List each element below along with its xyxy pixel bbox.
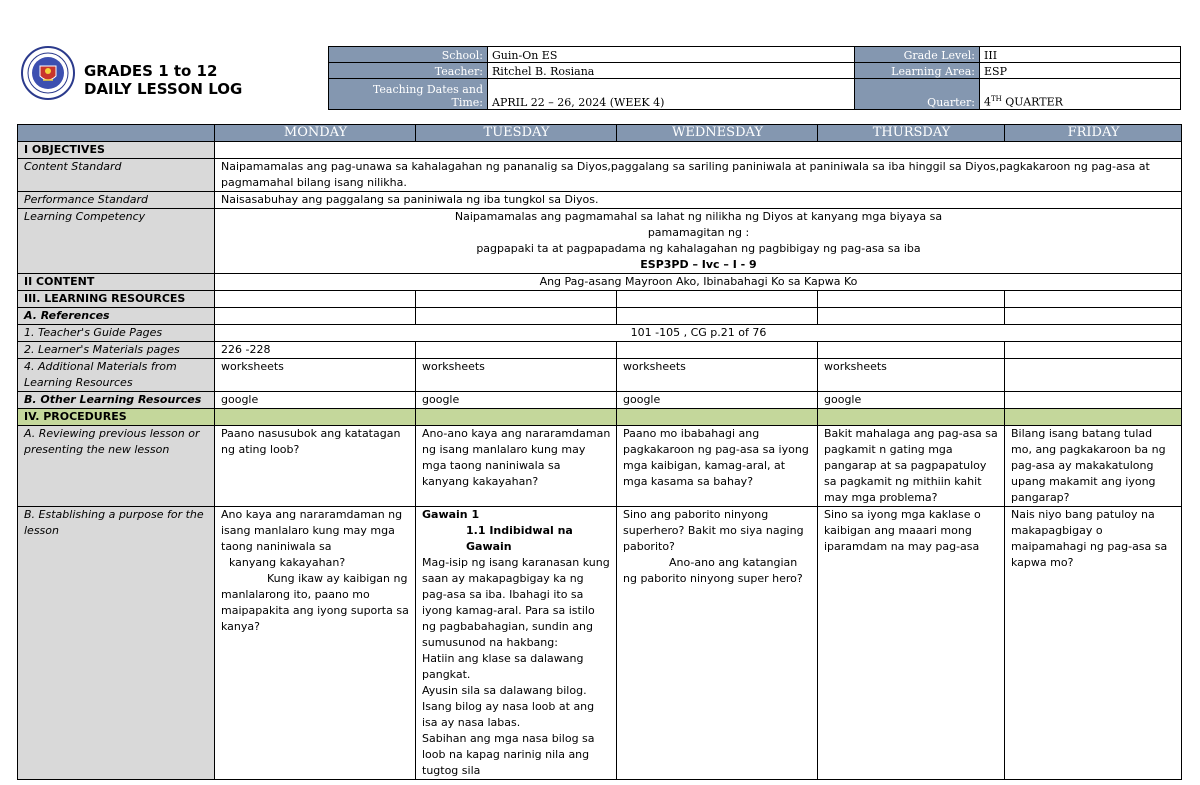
procedure-a-monday: Paano nasusubok ang katatagan ng ating loob? [215,426,416,507]
content-standard-label: Content Standard [18,159,215,192]
competency-line-2: pamamagitan ng : [647,226,750,239]
learning-resources-row [18,291,1182,308]
b-monday-line-1: Ano kaya ang nararamdaman ng isang manlalaro kung may mga taong naniniwala sa [221,508,403,553]
cell-blank [416,291,617,308]
learners-materials-value: 226 -228 [215,342,416,359]
competency-code: ESP3PD – Ivc – I - 9 [640,258,757,271]
content-heading: II CONTENT [18,274,215,291]
content-standard-text: Naipamamalas ang pag-unawa sa kahalagahan ng pananalig sa Diyos,paggalang sa sariling paniniwala at paniniwala sa iba hinggil sa Diyos,pagkakaroon ng pag-asa at pagmamahal bilang isang nilikha. [215,159,1182,192]
other-wednesday: google [617,392,818,409]
teachers-guide-value: 101 -105 , CG p.21 of 76 [215,325,1182,342]
procedure-b-monday [215,507,416,780]
cell-blank [416,409,617,426]
competency-line-3: pagpapaki ta at pagpapadama ng kahalagahan ng pagbibigay ng pag-asa sa iba [476,242,921,255]
other-resources-label: B. Other Learning Resources [18,392,215,409]
b-tuesday-paragraph-3: Ayusin sila sa dalawang bilog. Isang bilog ay nasa loob at ang isa ay nasa labas. [422,684,595,729]
cell-blank [818,308,1005,325]
references-heading: A. References [18,308,215,325]
competency-line-1: Naipamamalas ang pagmamahal sa lahat ng nilikha ng Diyos at kanyang mga biyaya sa [454,210,943,223]
performance-standard-row [18,192,1182,209]
objectives-heading: I OBJECTIVES [18,142,215,159]
grade-level-label: Grade Level: [855,47,980,63]
cell-blank [1005,409,1182,426]
additional-thursday: worksheets [818,359,1005,392]
learning-area-value: ESP [980,63,1181,79]
lesson-log-table [17,124,1182,780]
additional-monday: worksheets [215,359,416,392]
teacher-value: Ritchel B. Rosiana [488,63,855,79]
cell-blank [617,291,818,308]
procedure-b-thursday: Sino sa iyong mga kaklase o kaibigan ang maaari mong iparamdam na may pag-asa [818,507,1005,780]
learning-competency-row [18,209,1182,274]
other-resources-row [18,392,1182,409]
cell-blank [1005,342,1182,359]
b-wednesday-line-1: Sino ang paborito ninyong superhero? Bakit mo siya naging paborito? [623,508,804,553]
teaching-dates-value: APRIL 22 – 26, 2024 (WEEK 4) [488,79,855,110]
cell-blank [416,342,617,359]
b-tuesday-paragraph-1: Mag-isip ng isang karanasan kung saan ay makapagbigay ka ng pag-asa sa iba. Ibahagi ito sa iyong kamag-aral. Para sa istilo ng pagbabahagian, sundin ang sumusunod na hakbang: [422,556,610,649]
procedure-a-tuesday: Ano-ano kaya ang nararamdaman ng isang manlalaro kung may mga taong naniniwala sa kanyang kakayahan? [416,426,617,507]
quarter-value [980,79,1181,110]
procedure-b-row [18,507,1182,780]
other-thursday: google [818,392,1005,409]
grade-level-value: III [980,47,1181,63]
learning-competency-label: Learning Competency [18,209,215,274]
procedure-a-label: A. Reviewing previous lesson or presenting the new lesson [18,426,215,507]
objectives-blank [215,142,1182,159]
teachers-guide-row [18,325,1182,342]
procedures-row [18,409,1182,426]
cell-blank [1005,308,1182,325]
objectives-row [18,142,1182,159]
procedure-b-wednesday [617,507,818,780]
day-monday: MONDAY [215,125,416,142]
teaching-dates-label-line1: Teaching Dates and [372,83,483,96]
procedures-heading: IV. PROCEDURES [18,409,215,426]
performance-standard-label: Performance Standard [18,192,215,209]
teacher-label: Teacher: [329,63,488,79]
day-friday: FRIDAY [1005,125,1182,142]
additional-tuesday: worksheets [416,359,617,392]
learners-materials-row [18,342,1182,359]
cell-blank [818,342,1005,359]
learning-resources-heading: III. LEARNING RESOURCES [18,291,215,308]
b-tuesday-title: Gawain 1 [422,508,480,521]
cell-blank [617,409,818,426]
title-line-2: DAILY LESSON LOG [84,80,243,98]
day-thursday: THURSDAY [818,125,1005,142]
other-monday: google [215,392,416,409]
teachers-guide-label: 1. Teacher's Guide Pages [18,325,215,342]
procedure-b-tuesday [416,507,617,780]
references-row [18,308,1182,325]
cell-blank [416,308,617,325]
b-tuesday-paragraph-2: Hatiin ang klase sa dalawang pangkat. [422,652,584,681]
additional-friday [1005,359,1182,392]
performance-standard-text: Naisasabuhay ang paggalang sa paniniwala ng iba tungkol sa Diyos. [215,192,1182,209]
quarter-number: 4 [984,96,991,109]
other-tuesday: google [416,392,617,409]
cell-blank [215,291,416,308]
quarter-suffix: TH [991,95,1002,104]
day-header-blank [18,125,215,142]
cell-blank [215,409,416,426]
b-tuesday-subtitle: 1.1 Indibidwal na Gawain [466,524,573,553]
b-monday-line-2: kanyang kakayahan? [229,556,346,569]
quarter-word: QUARTER [1005,96,1063,109]
procedure-a-wednesday: Paano mo ibabahagi ang pagkakaroon ng pag-asa sa iyong mga kaibigan, kamag-aral, at mga kasama sa bahay? [617,426,818,507]
cell-blank [617,342,818,359]
additional-materials-row [18,359,1182,392]
other-friday [1005,392,1182,409]
content-standard-row [18,159,1182,192]
learning-area-label: Learning Area: [855,63,980,79]
content-text: Ang Pag-asang Mayroon Ako, Ibinabahagi Ko sa Kapwa Ko [215,274,1182,291]
day-wednesday: WEDNESDAY [617,125,818,142]
teaching-dates-label [329,79,488,110]
cell-blank [617,308,818,325]
b-wednesday-line-2: Ano-ano ang katangian ng paborito ninyong super hero? [623,556,803,585]
deped-seal-logo [21,46,75,100]
procedure-a-thursday: Bakit mahalaga ang pag-asa sa pagkamit n gating mga pangarap at sa pagpapatuloy sa pagkamit ng mithiin kahit may mga problema? [818,426,1005,507]
procedure-a-row [18,426,1182,507]
learners-materials-label: 2. Learner's Materials pages [18,342,215,359]
school-label: School: [329,47,488,63]
learning-competency-text [215,209,1182,274]
school-value: Guin-On ES [488,47,855,63]
procedure-b-friday: Nais niyo bang patuloy na makapagbigay o maipamahagi ng pag-asa sa kapwa mo? [1005,507,1182,780]
b-tuesday-paragraph-4: Sabihan ang mga nasa bilog sa loob na kapag narinig nila ang tugtog sila [422,732,595,777]
cell-blank [818,291,1005,308]
cell-blank [215,308,416,325]
content-row [18,274,1182,291]
teaching-dates-label-line2: Time: [451,96,483,109]
cell-blank [1005,291,1182,308]
quarter-label: Quarter: [855,79,980,110]
day-header-row [18,125,1182,142]
document-title [84,62,242,98]
procedure-b-label: B. Establishing a purpose for the lesson [18,507,215,780]
additional-materials-label: 4. Additional Materials from Learning Resources [18,359,215,392]
header-info-table [328,46,1181,110]
procedure-a-friday: Bilang isang batang tulad mo, ang pagkakaroon ba ng pag-asa ay makakatulong upang makamit ang iyong pangarap? [1005,426,1182,507]
day-tuesday: TUESDAY [416,125,617,142]
additional-wednesday: worksheets [617,359,818,392]
cell-blank [818,409,1005,426]
title-line-1: GRADES 1 to 12 [84,62,218,80]
b-monday-line-3: Kung ikaw ay kaibigan ng manlalarong ito, paano mo maipapakita ang iyong suporta sa kanya? [221,572,409,633]
